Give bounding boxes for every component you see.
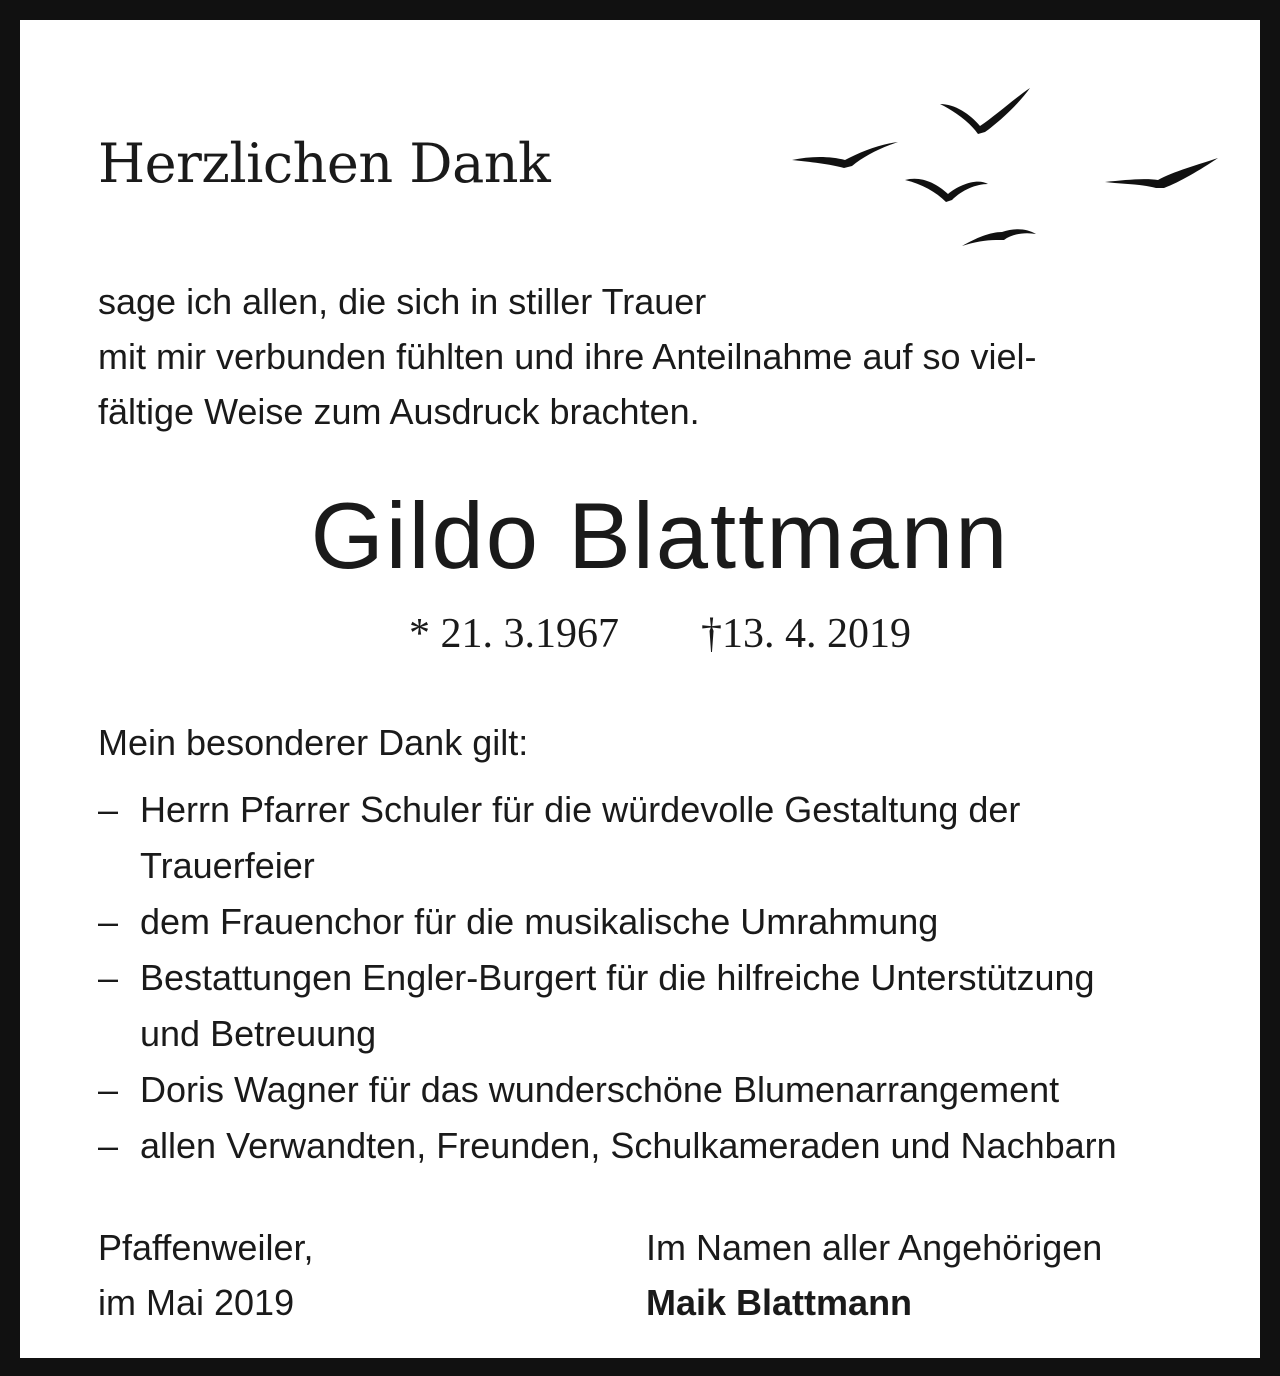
place: Pfaffenweiler, bbox=[98, 1227, 314, 1268]
list-item bbox=[98, 1062, 1117, 1118]
signer-name: Maik Blattmann bbox=[646, 1282, 913, 1323]
heading: Herzlichen Dank bbox=[98, 132, 551, 195]
list-item-line: allen Verwandten, Freunden, Schulkameraden und Nachbarn bbox=[140, 1125, 1117, 1166]
place-and-date bbox=[98, 1220, 313, 1330]
list-item bbox=[98, 782, 1117, 894]
dash-bullet: – bbox=[98, 957, 119, 998]
dash-bullet: – bbox=[98, 1069, 119, 1110]
signature-block bbox=[646, 1220, 1102, 1330]
birth-date: * 21. 3.1967 bbox=[409, 611, 619, 657]
date: im Mai 2019 bbox=[98, 1282, 295, 1323]
life-dates bbox=[20, 610, 1280, 658]
on-behalf-text: Im Namen aller Angehörigen bbox=[646, 1227, 1103, 1268]
thanks-title: Mein besonderer Dank gilt: bbox=[98, 722, 529, 763]
list-item bbox=[98, 950, 1117, 1062]
list-item-line: Bestattungen Engler-Burgert für die hilfreiche Unterstützung bbox=[140, 957, 1095, 998]
thanks-list bbox=[98, 782, 1117, 1174]
death-date: †13. 4. 2019 bbox=[701, 611, 911, 657]
list-item bbox=[98, 894, 1117, 950]
list-item-line: dem Frauenchor für die musikalische Umrahmung bbox=[140, 901, 939, 942]
dash-bullet: – bbox=[98, 789, 119, 830]
intro-line: sage ich allen, die sich in stiller Trauer bbox=[98, 281, 707, 322]
list-item-line: Herrn Pfarrer Schuler für die würdevolle Gestaltung der bbox=[140, 789, 1021, 830]
flying-birds-icon bbox=[780, 80, 1230, 260]
dash-bullet: – bbox=[98, 901, 119, 942]
list-item-line: Doris Wagner für das wunderschöne Blumenarrangement bbox=[140, 1069, 1060, 1110]
intro-line: mit mir verbunden fühlten und ihre Anteilnahme auf so viel- bbox=[98, 336, 1037, 377]
list-item bbox=[98, 1118, 1117, 1174]
list-item-line: Trauerfeier bbox=[140, 845, 315, 886]
dash-bullet: – bbox=[98, 1125, 119, 1166]
intro-line: fältige Weise zum Ausdruck brachten. bbox=[98, 391, 700, 432]
list-item-line: und Betreuung bbox=[140, 1013, 377, 1054]
deceased-name: Gildo Blattmann bbox=[310, 483, 1010, 588]
intro-text bbox=[98, 274, 1037, 439]
